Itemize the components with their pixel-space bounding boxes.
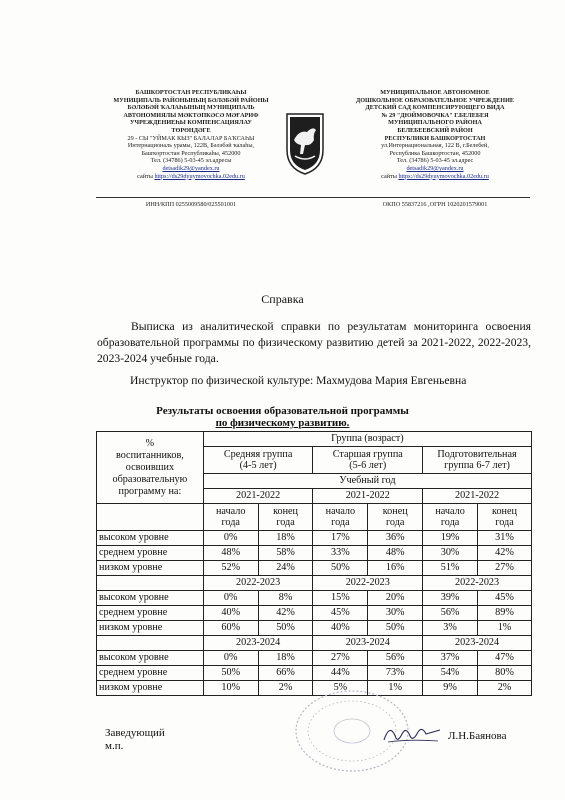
percent-cell: 2% — [258, 681, 313, 696]
instructor-line: Инструктор по физической культуре: Махмудова Мария Евгеньевна — [130, 374, 467, 387]
percent-cell: 42% — [478, 546, 532, 561]
letterhead-left-line: Тел. (34786) 5-03-45 эл.адресы — [150, 157, 232, 165]
percent-cell: 19% — [423, 531, 478, 546]
coat-of-arms-icon — [283, 110, 327, 176]
letterhead-left-registration: ИНН/КПП 0255009580/025501001 — [145, 201, 237, 208]
percent-cell: 56% — [368, 651, 423, 666]
percent-cell: 24% — [258, 561, 313, 576]
year-cell: 2023-2024 — [423, 636, 532, 651]
percent-cell: 10% — [203, 681, 258, 696]
percent-cell: 48% — [368, 546, 423, 561]
level-label: среднем уровне — [97, 666, 204, 681]
percent-cell: 56% — [423, 606, 478, 621]
group-preparatory: Подготовительная группа 6-7 лет) — [423, 447, 532, 474]
letterhead-left-line: БАШКОРТОСТАН РЕСПУБЛИКАҺЫ — [135, 89, 247, 96]
letterhead-right-line: ул.Интернациональная, 122 В, г.Белебей, — [381, 142, 489, 150]
percent-cell: 33% — [313, 546, 368, 561]
letterhead-left — [96, 89, 286, 180]
percent-cell: 45% — [313, 606, 368, 621]
percent-cell: 60% — [203, 621, 258, 636]
level-label: среднем уровне — [97, 606, 204, 621]
letterhead-left-email[interactable]: detsadik29@yandex.ru — [162, 164, 220, 172]
percent-cell: 27% — [478, 561, 532, 576]
year-cell: 2022-2023 — [313, 576, 423, 591]
percent-cell: 73% — [368, 666, 423, 681]
table-header-label-line: образовательную — [112, 473, 188, 485]
percent-cell: 18% — [258, 531, 313, 546]
year-cell: 2021-2022 — [313, 489, 423, 504]
letterhead-left-line: МУНИЦИПАЛЬ РАЙОНЫНЫҢ БӘЛӘБӘЙ РАЙОНЫ — [113, 96, 269, 104]
percent-cell: 8% — [258, 591, 313, 606]
percent-cell: 80% — [478, 666, 532, 681]
letterhead-left-line: БӘЛӘБӘЙ ҠАЛАҺЫНЫҢ МУНИЦИПАЛЬ — [127, 104, 255, 112]
letterhead-left-line: ТӨРӨНДӘГЕ — [171, 126, 211, 134]
table-row — [97, 666, 532, 681]
letterhead-divider — [96, 197, 530, 198]
signatory-position: Заведующий — [105, 727, 165, 739]
percent-cell: 0% — [203, 531, 258, 546]
period-end-cell: конец года — [368, 504, 423, 531]
letterhead-right-line: ДЕТСКИЙ САД КОМПЕНСИРУЮЩЕГО ВИДА — [365, 104, 505, 112]
percent-cell: 27% — [313, 651, 368, 666]
letterhead-right-site[interactable]: https://ds29dyuymovochka.02edu.ru — [398, 172, 489, 180]
letterhead-right-site-label: сайты — [381, 172, 397, 180]
percent-cell: 58% — [258, 546, 313, 561]
table-row — [97, 591, 532, 606]
letterhead-right-registration: ОКПО 55837216 ,ОГРН 1020201579001 — [382, 201, 488, 208]
group-middle: Средняя группа (4-5 лет) — [203, 447, 313, 474]
percent-cell: 31% — [478, 531, 532, 546]
percent-cell: 66% — [258, 666, 313, 681]
percent-cell: 16% — [368, 561, 423, 576]
letterhead-right-email[interactable]: detsadik29@yandex.ru — [406, 164, 464, 172]
level-label: высоком уровне — [97, 531, 204, 546]
percent-cell: 0% — [203, 591, 258, 606]
level-label: высоком уровне — [97, 591, 204, 606]
year-cell: 2023-2024 — [203, 636, 313, 651]
table-header-label-line: % — [145, 437, 155, 449]
period-start-cell: начало года — [423, 504, 478, 531]
year-row-blank — [97, 576, 204, 591]
letterhead-right-line: МУНИЦИПАЛЬНОЕ АВТОНОМНОЕ — [380, 89, 490, 96]
period-end-cell: конец года — [478, 504, 532, 531]
year-row-blank — [97, 636, 204, 651]
percent-cell: 36% — [368, 531, 423, 546]
table-header-label — [97, 432, 204, 504]
percent-cell: 50% — [258, 621, 313, 636]
level-label: низком уровне — [97, 561, 204, 576]
percent-cell: 39% — [423, 591, 478, 606]
percent-cell: 52% — [203, 561, 258, 576]
level-label: среднем уровне — [97, 546, 204, 561]
percent-cell: 40% — [203, 606, 258, 621]
letterhead-left-site[interactable]: https://ds29dyuymovochka.02edu.ru — [154, 172, 245, 180]
letterhead-right-lines — [340, 89, 530, 165]
letterhead-left-line: АВТОНОМИЯЛЫ МӘКТӘПКӘСӘ МӘҒАРИФ — [123, 111, 259, 119]
percent-cell: 42% — [258, 606, 313, 621]
percent-cell: 1% — [478, 621, 532, 636]
letterhead-right-line: РЕСПУБЛИКИ БАШКОРТОСТАН — [384, 134, 486, 142]
table-header-label-line: воспитанников, — [115, 449, 184, 461]
percent-cell: 30% — [423, 546, 478, 561]
letterhead-right-line: ДОШКОЛЬНОЕ ОБРАЗОВАТЕЛЬНОЕ УЧРЕЖДЕНИЕ — [355, 96, 515, 104]
table-row — [97, 546, 532, 561]
group-header: Группа (возраст) — [203, 432, 531, 447]
stamp-place-label: м.п. — [105, 740, 124, 752]
percent-cell: 18% — [258, 651, 313, 666]
percent-cell: 50% — [313, 561, 368, 576]
percent-cell: 9% — [423, 681, 478, 696]
percent-cell: 5% — [313, 681, 368, 696]
letterhead-left-line: Интернациональ урамы, 122В, Бәләбәй ҡалаһы, — [127, 142, 255, 150]
intro-paragraph-text: Выписка из аналитической справки по результатам мониторинга освоения образовательной программы по физическому развитию детей за 2021-2022, 2022-2023, 2023-2024 учебные года. — [97, 320, 531, 365]
signature-icon — [380, 720, 446, 746]
letterhead-right — [340, 89, 530, 180]
percent-cell: 30% — [368, 606, 423, 621]
table-row — [97, 606, 532, 621]
table-title — [0, 405, 565, 429]
percent-cell: 40% — [313, 621, 368, 636]
group-senior: Старшая группа (5-6 лет) — [313, 447, 423, 474]
footer-left — [105, 727, 165, 753]
level-label: низком уровне — [97, 681, 204, 696]
percent-cell: 0% — [203, 651, 258, 666]
percent-cell: 20% — [368, 591, 423, 606]
results-table — [96, 431, 532, 696]
year-header: Учебный год — [203, 474, 531, 489]
percent-cell: 15% — [313, 591, 368, 606]
letterhead-right-line: № 29 "ДЮЙМОВОЧКА" Г.БЕЛЕБЕЯ — [381, 111, 489, 119]
signatory-name: Л.Н.Баянова — [448, 730, 507, 742]
period-end-cell: конец года — [258, 504, 313, 531]
year-cell: 2022-2023 — [423, 576, 532, 591]
year-cell: 2021-2022 — [203, 489, 313, 504]
letterhead-right-line: Тел. (34786) 5-03-45 эл.адрес — [396, 157, 474, 165]
percent-cell: 50% — [203, 666, 258, 681]
table-title-line1: Результаты освоения образовательной программы — [156, 405, 409, 417]
year-cell: 2023-2024 — [313, 636, 423, 651]
document-title: Справка — [261, 292, 304, 306]
percent-cell: 44% — [313, 666, 368, 681]
level-label: низком уровне — [97, 621, 204, 636]
table-row — [97, 531, 532, 546]
period-start-cell: начало года — [203, 504, 258, 531]
table-title-line2: по физическому развитию. — [215, 417, 350, 429]
percent-cell: 89% — [478, 606, 532, 621]
table-row — [97, 651, 532, 666]
letterhead-left-line: УЧРЕЖДЕНИЕҺЫ КОМПЕНСАЦИЯЛАУ — [130, 119, 252, 127]
letterhead-left-line: Башҡортостан Республикаһы, 452000 — [141, 149, 241, 157]
percent-cell: 37% — [423, 651, 478, 666]
letterhead-left-line: 29 - СЫ "УЙМАК КЫЗ" БАЛАЛАР БАҠСАҺЫ — [127, 134, 255, 142]
percent-cell: 1% — [368, 681, 423, 696]
percent-cell: 17% — [313, 531, 368, 546]
year-cell: 2021-2022 — [423, 489, 532, 504]
letterhead-right-line: БЕЛЕБЕЕВСКИЙ РАЙОН — [397, 126, 473, 134]
level-label: высоком уровне — [97, 651, 204, 666]
letterhead-right-line: МУНИЦИПАЛЬНОГО РАЙОНА — [388, 119, 482, 127]
table-header-label-line: программу на: — [118, 485, 182, 497]
percent-cell: 2% — [478, 681, 532, 696]
percent-cell: 50% — [368, 621, 423, 636]
table-row — [97, 621, 532, 636]
percent-cell: 45% — [478, 591, 532, 606]
letterhead-left-site-label: сайты — [137, 172, 153, 180]
period-start-cell: начало года — [313, 504, 368, 531]
letterhead-left-lines — [96, 89, 286, 165]
period-blank — [97, 504, 204, 531]
percent-cell: 3% — [423, 621, 478, 636]
table-row — [97, 561, 532, 576]
percent-cell: 54% — [423, 666, 478, 681]
year-cell: 2022-2023 — [203, 576, 313, 591]
intro-paragraph — [97, 319, 531, 367]
percent-cell: 47% — [478, 651, 532, 666]
letterhead-right-line: Республика Башкортостан, 452000 — [389, 149, 481, 157]
table-header-label-line: освоивших — [125, 461, 175, 473]
percent-cell: 48% — [203, 546, 258, 561]
percent-cell: 51% — [423, 561, 478, 576]
